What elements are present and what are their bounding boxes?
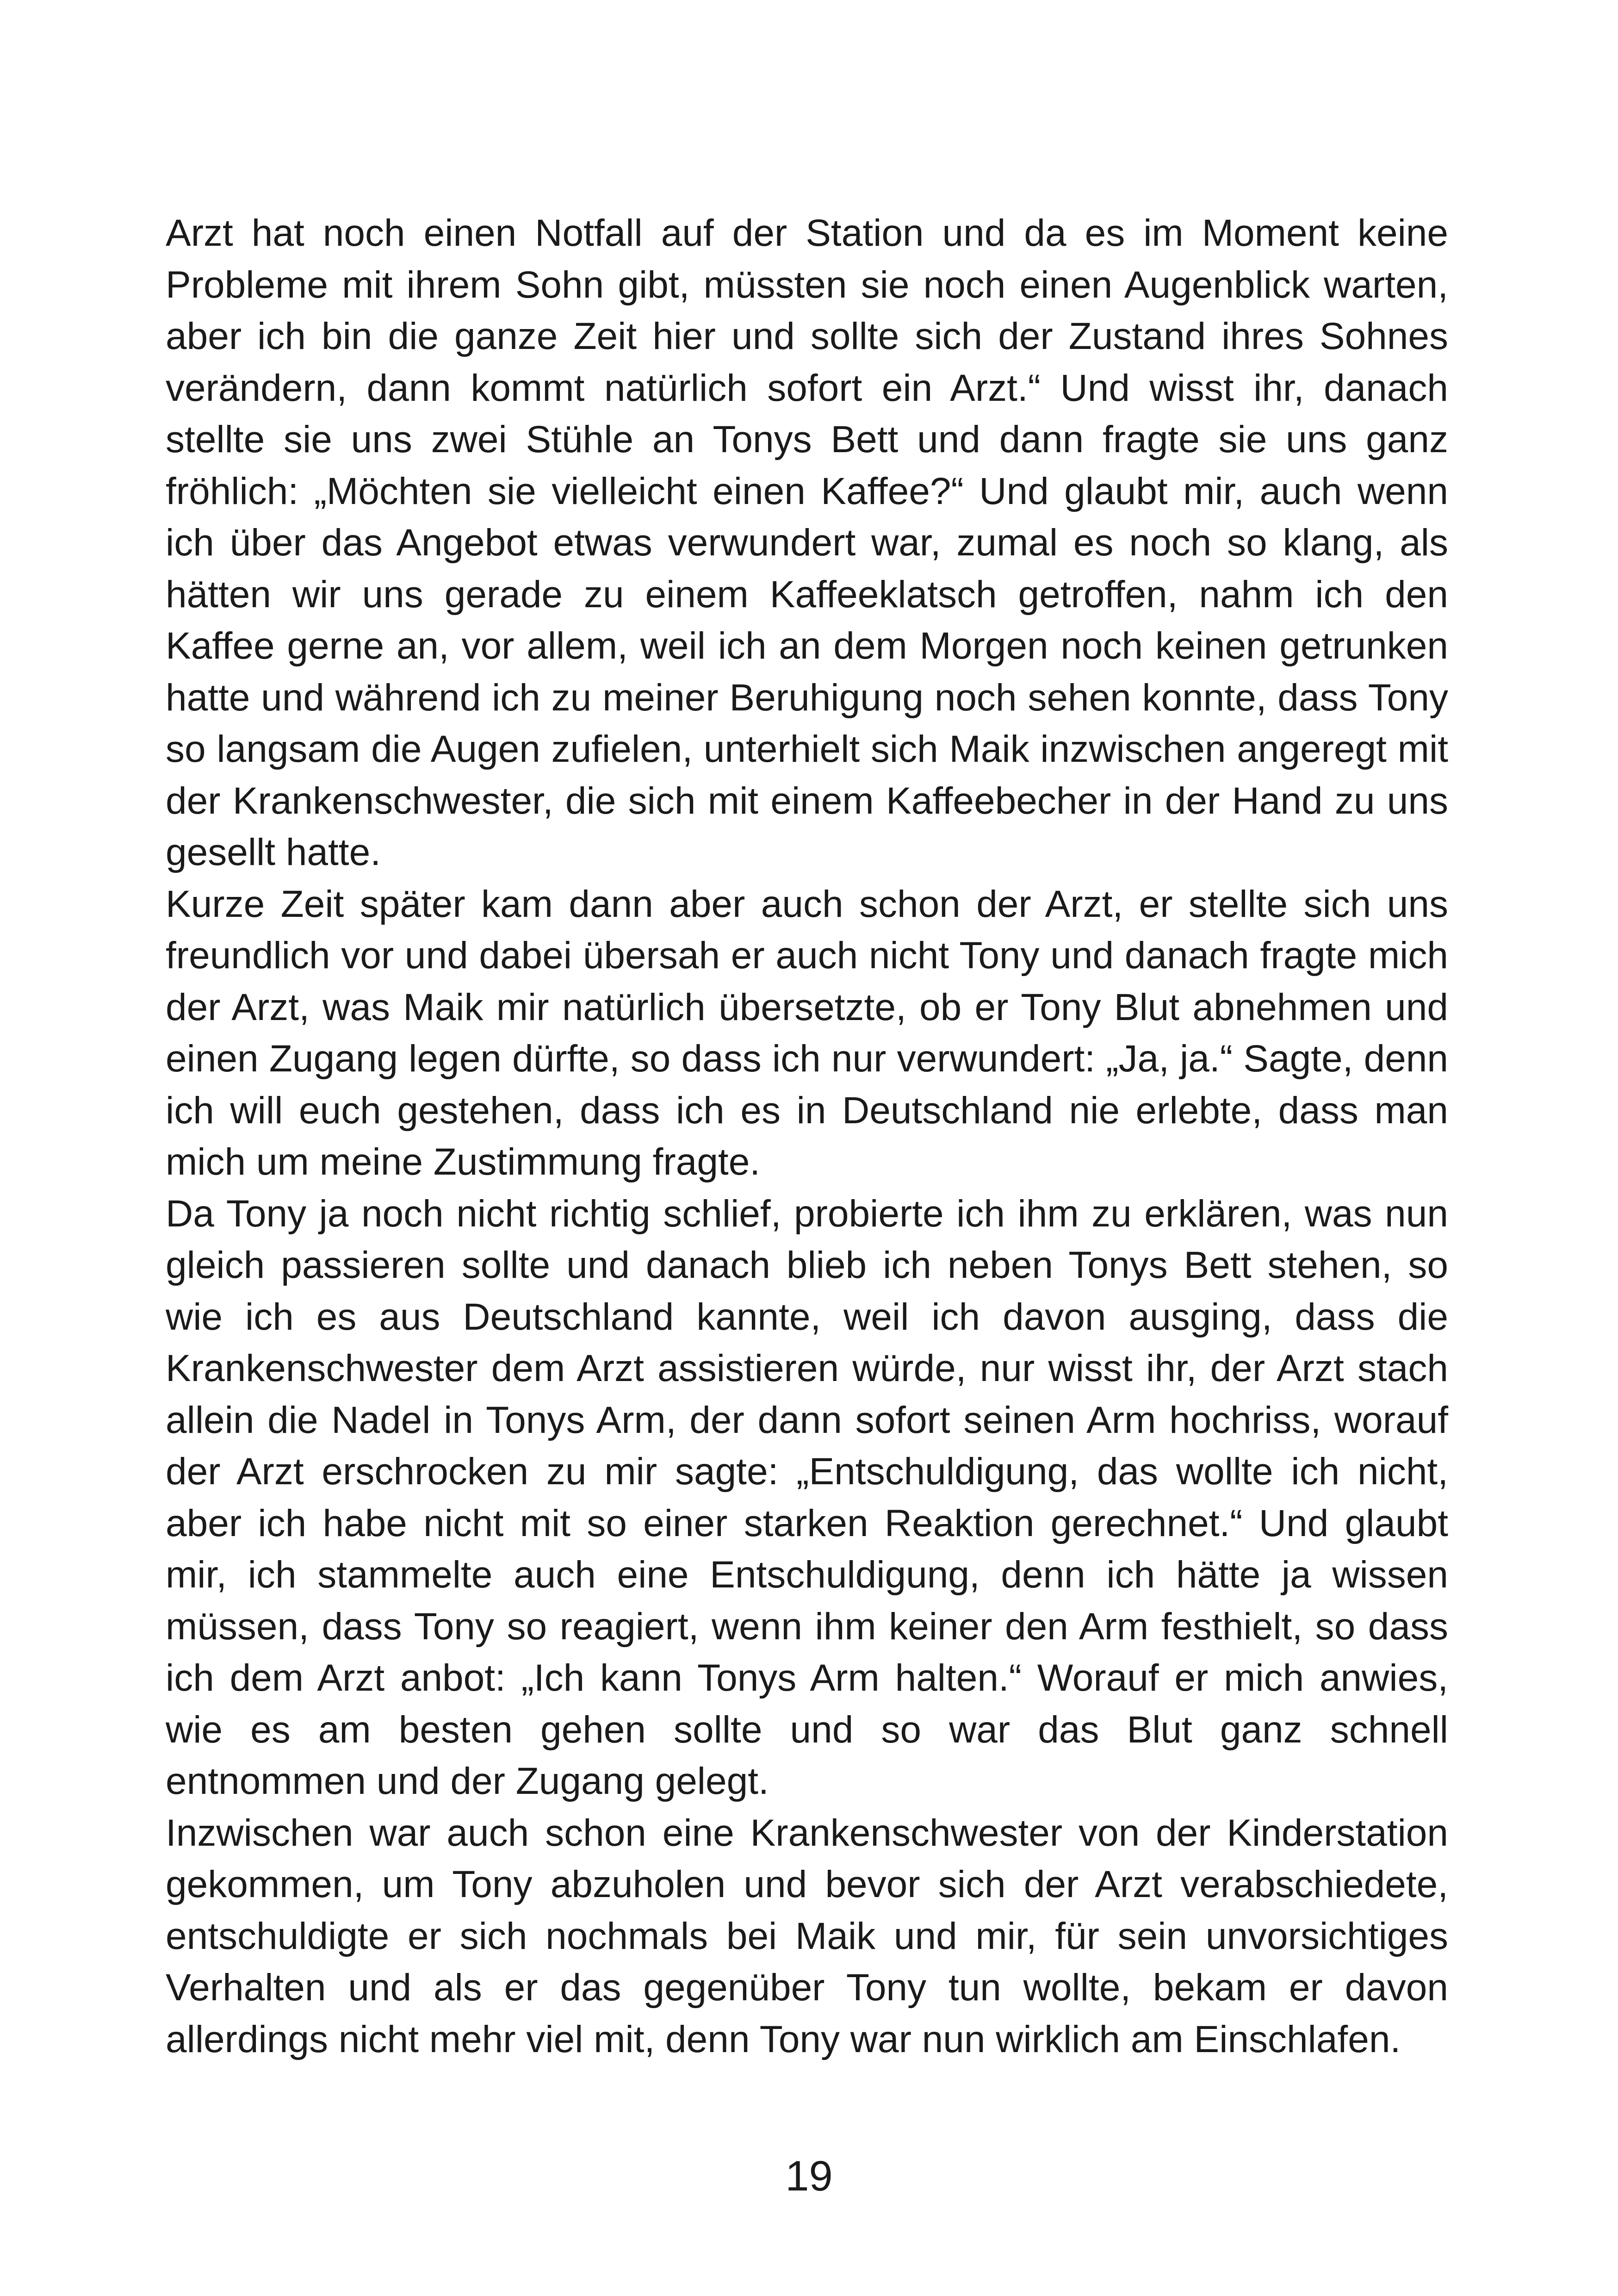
body-text — [166, 207, 1448, 2065]
paragraph-1: Arzt hat noch einen Notfall auf der Station und da es im Moment keine Probleme mit ihrem Sohn gibt, müssten sie noch einen Augenblick warten, aber ich bin die ganze Zeit hier und sollte sich der Zustand ihres Sohnes verändern, dann kommt natürlich sofort ein Arzt.“ Und wisst ihr, danach stellte sie uns zwei Stühle an Tonys Bett und dann fragte sie uns ganz fröhlich: „Möchten sie vielleicht einen Kaffee?“ Und glaubt mir, auch wenn ich über das Angebot etwas verwundert war, zumal es noch so klang, als hätten wir uns gerade zu einem Kaffeeklatsch getroffen, nahm ich den Kaffee gerne an, vor allem, weil ich an dem Morgen noch keinen getrunken hatte und während ich zu meiner Beruhigung noch sehen konnte, dass Tony so langsam die Augen zufielen, unterhielt sich Maik inzwischen angeregt mit der Krankenschwester, die sich mit einem Kaffeebecher in der Hand zu uns gesellt hatte. — [166, 212, 1448, 873]
page-number: 19 — [785, 2153, 833, 2200]
paragraph-3: Da Tony ja noch nicht richtig schlief, probierte ich ihm zu erklären, was nun gleich passieren sollte und danach blieb ich neben Tonys Bett stehen, so wie ich es aus Deutschland kannte, weil ich davon ausging, dass die Krankenschwester dem Arzt assistieren würde, nur wisst ihr, der Arzt stach allein die Nadel in Tonys Arm, der dann sofort seinen Arm hochriss, worauf der Arzt erschrocken zu mir sagte: „Entschuldigung, das wollte ich nicht, aber ich habe nicht mit so einer starken Reaktion gerechnet.“ Und glaubt mir, ich stammelte auch eine Entschuldigung, denn ich hätte ja wissen müssen, dass Tony so reagiert, wenn ihm keiner den Arm festhielt, so dass ich dem Arzt anbot: „Ich kann Tonys Arm halten.“ Worauf er mich anwies, wie es am besten gehen sollte und so war das Blut ganz schnell entnommen und der Zugang gelegt. — [166, 1192, 1448, 1802]
paragraph-2: Kurze Zeit später kam dann aber auch schon der Arzt, er stellte sich uns freundlich vor und dabei übersah er auch nicht Tony und danach fragte mich der Arzt, was Maik mir natürlich übersetzte, ob er Tony Blut abnehmen und einen Zugang legen dürfte, so dass ich nur verwundert: „Ja, ja.“ Sagte, denn ich will euch gestehen, dass ich es in Deutschland nie erlebte, dass man mich um meine Zustimmung fragte. — [166, 883, 1448, 1183]
paragraph-4: Inzwischen war auch schon eine Krankenschwester von der Kinderstation gekommen, um Tony abzuholen und bevor sich der Arzt verabschiedete, entschuldigte er sich nochmals bei Maik und mir, für sein unvorsichtiges Verhalten und als er das gegenüber Tony tun wollte, bekam er davon allerdings nicht mehr viel mit, denn Tony war nun wirklich am Einschlafen. — [166, 1811, 1448, 2060]
